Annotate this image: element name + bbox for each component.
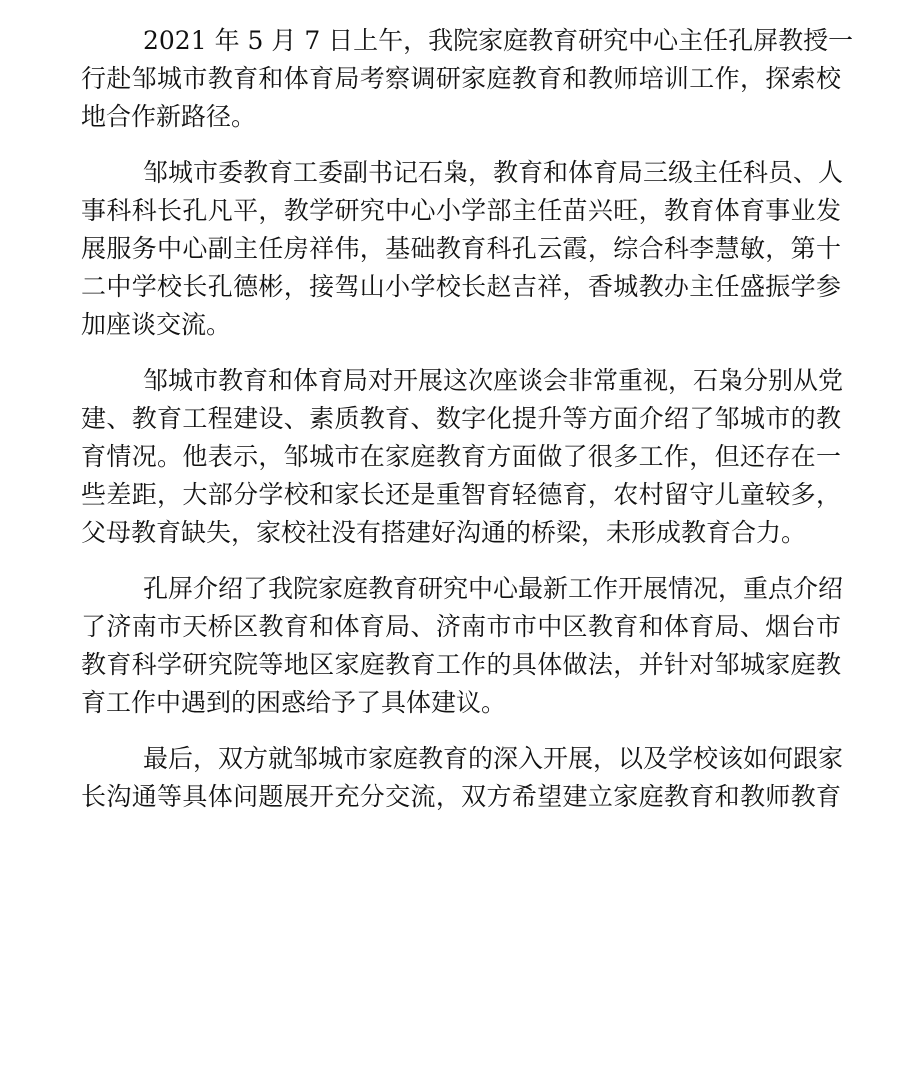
text-line: 地合作新路径。 [81, 102, 257, 131]
text-line: 教育科学研究院等地区家庭教育工作的具体做法，并针对邹城家庭教 [81, 650, 841, 679]
text-line: 邹城市教育和体育局对开展这次座谈会非常重视，石枭分别从党 [143, 366, 844, 395]
text-line: 二中学校长孔德彬，接驾山小学校长赵吉祥，香城教办主任盛振学参 [81, 272, 841, 301]
article-body [81, 22, 854, 834]
text-line: 育工作中遇到的困惑给予了具体建议。 [81, 688, 507, 717]
text-line: 孔屏介绍了我院家庭教育研究中心最新工作开展情况，重点介绍 [143, 574, 844, 603]
text-line: 父母教育缺失，家校社没有搭建好沟通的桥梁，未形成教育合力。 [81, 518, 807, 547]
text-line: 些差距，大部分学校和家长还是重智育轻德育，农村留守儿童较多， [81, 480, 841, 509]
text-line: 了济南市天桥区教育和体育局、济南市市中区教育和体育局、烟台市 [81, 612, 841, 641]
paragraph-center-work [81, 570, 844, 722]
text-line: 加座谈交流。 [81, 310, 232, 339]
text-line: 长沟通等具体问题展开充分交流，双方希望建立家庭教育和教师教育 [81, 782, 841, 811]
text-line: 最后，双方就邹城市家庭教育的深入开展，以及学校该如何跟家 [143, 744, 844, 773]
text-line: 行赴邹城市教育和体育局考察调研家庭教育和教师培训工作，探索校 [81, 64, 841, 93]
text-line: 事科科长孔凡平，教学研究中心小学部主任苗兴旺，教育体育事业发 [81, 196, 841, 225]
text-line: 展服务中心副主任房祥伟，基础教育科孔云霞，综合科李慧敏，第十 [81, 234, 841, 263]
paragraph-visit-intro [81, 22, 854, 136]
paragraph-attendees [81, 154, 844, 344]
paragraph-conclusion [81, 740, 844, 816]
text-line: 2021 年 5 月 7 日上午，我院家庭教育研究中心主任孔屏教授一 [143, 26, 854, 55]
text-line: 建、教育工程建设、素质教育、数字化提升等方面介绍了邹城市的教 [81, 404, 841, 433]
text-line: 邹城市委教育工委副书记石枭，教育和体育局三级主任科员、人 [143, 158, 844, 187]
text-line: 育情况。他表示，邹城市在家庭教育方面做了很多工作，但还存在一 [81, 442, 841, 471]
paragraph-local-situation [81, 362, 844, 552]
